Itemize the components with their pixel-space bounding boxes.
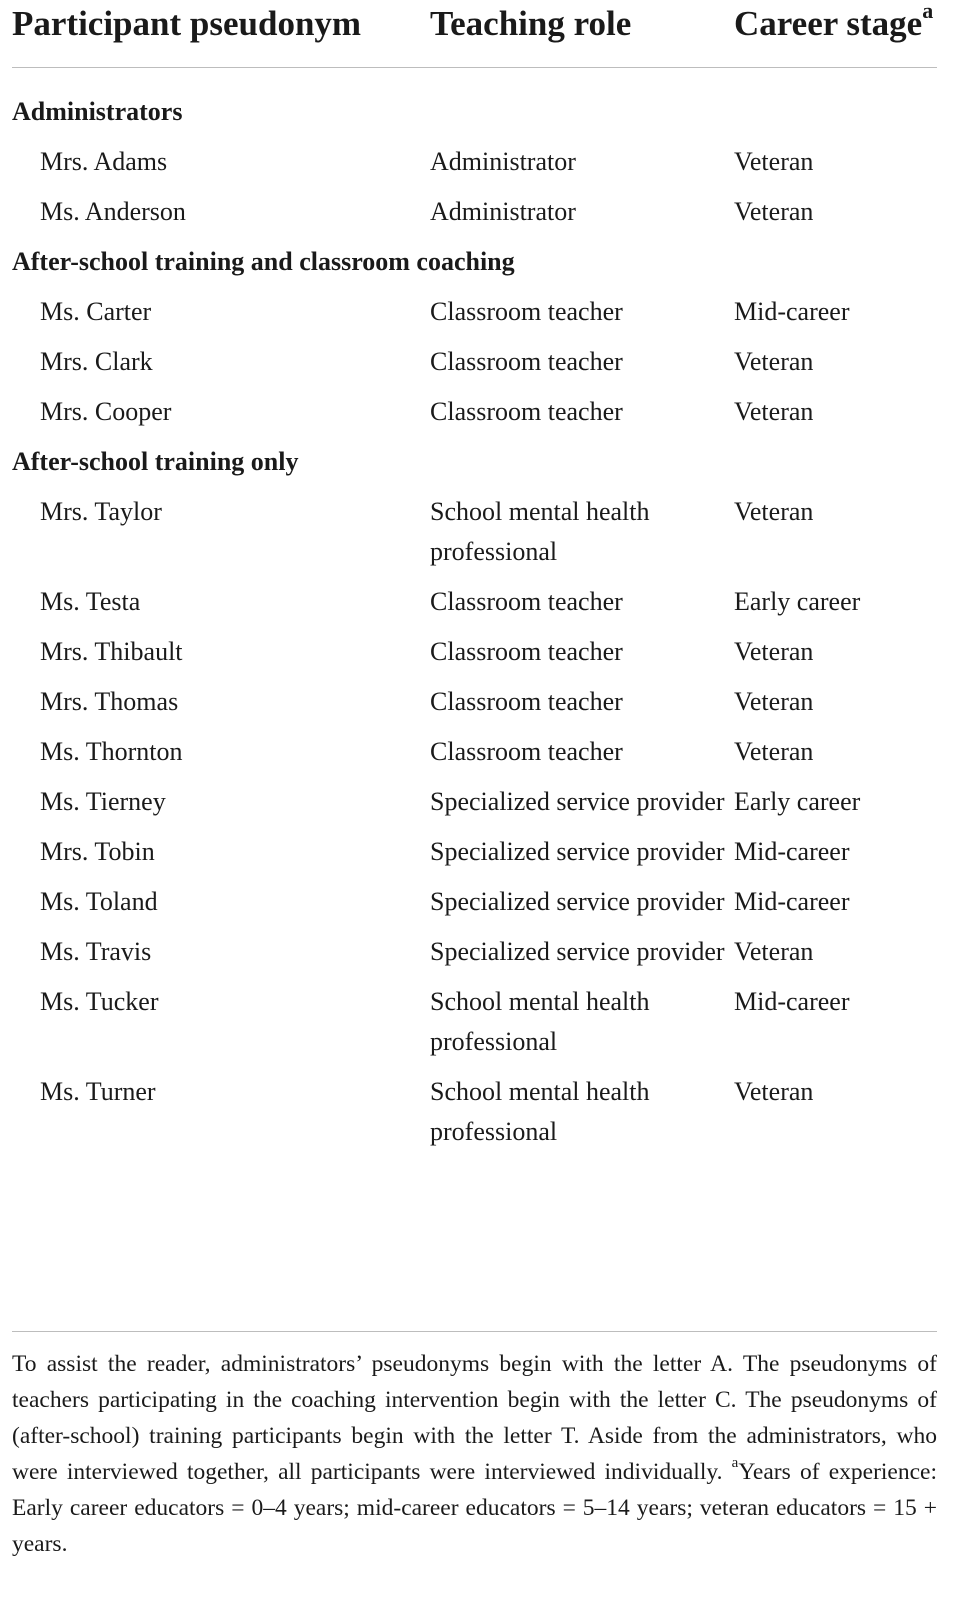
career-stage: Veteran: [734, 637, 814, 666]
participant-name: Mrs. Adams: [40, 147, 168, 176]
teaching-role: Specialized service provider: [430, 887, 725, 916]
table-row: [12, 927, 937, 977]
group-header-row: [12, 437, 937, 487]
teaching-role: Classroom teacher: [430, 587, 623, 616]
career-stage: Veteran: [734, 1077, 814, 1106]
table-header-row: [12, 0, 937, 68]
participant-name: Mrs. Thomas: [40, 687, 179, 716]
career-stage: Veteran: [734, 147, 814, 176]
teaching-role: School mental health professional: [430, 987, 650, 1056]
table-row: [12, 187, 937, 237]
table-row: [12, 1067, 937, 1172]
header-career-stage-label: Career stage: [734, 4, 923, 43]
header-teaching-role: Teaching role: [430, 0, 734, 68]
teaching-role: Administrator: [430, 147, 576, 176]
teaching-role: School mental health professional: [430, 497, 650, 566]
header-career-stage: [734, 0, 937, 68]
table-row: [12, 977, 937, 1067]
note-footnote-marker: a: [731, 1455, 739, 1472]
career-stage: Veteran: [734, 687, 814, 716]
participant-name: Mrs. Clark: [40, 347, 153, 376]
career-stage: Early career: [734, 587, 861, 616]
participant-name: Mrs. Taylor: [40, 497, 162, 526]
teaching-role: Classroom teacher: [430, 737, 623, 766]
table-row: [12, 487, 937, 577]
teaching-role: Classroom teacher: [430, 347, 623, 376]
participant-name: Ms. Turner: [40, 1077, 156, 1106]
teaching-role: School mental health professional: [430, 1077, 650, 1146]
participant-name: Ms. Thornton: [40, 737, 183, 766]
header-footnote-marker: a: [922, 0, 934, 24]
table-row: [12, 137, 937, 187]
header-participant-pseudonym: Participant pseudonym: [12, 0, 430, 68]
table-row: [12, 577, 937, 627]
participant-name: Ms. Tierney: [40, 787, 166, 816]
participant-name: Mrs. Cooper: [40, 397, 172, 426]
teaching-role: Classroom teacher: [430, 397, 623, 426]
table-row: [12, 827, 937, 877]
table-row: [12, 727, 937, 777]
teaching-role: Specialized service provider: [430, 787, 725, 816]
career-stage: Veteran: [734, 197, 814, 226]
note-footnote-text: Years of experience: Early career educators = 0–4 years; mid-career educators = 5–14 years; veteran educators = 15 + years.: [12, 1459, 937, 1557]
participant-name: Ms. Anderson: [40, 197, 186, 226]
career-stage: Veteran: [734, 497, 814, 526]
table-row: [12, 337, 937, 387]
teaching-role: Classroom teacher: [430, 297, 623, 326]
table-body: [12, 68, 937, 1173]
career-stage: Mid-career: [734, 837, 850, 866]
career-stage: Mid-career: [734, 987, 850, 1016]
participants-table: [12, 0, 937, 1172]
career-stage: Veteran: [734, 347, 814, 376]
career-stage: Mid-career: [734, 297, 850, 326]
participant-name: Ms. Travis: [40, 937, 152, 966]
group-header-row: [12, 237, 937, 287]
group-label: Administrators: [12, 97, 183, 126]
career-stage: Veteran: [734, 737, 814, 766]
teaching-role: Administrator: [430, 197, 576, 226]
table-row: [12, 287, 937, 337]
participant-name: Mrs. Thibault: [40, 637, 183, 666]
table-row: [12, 777, 937, 827]
career-stage: Veteran: [734, 397, 814, 426]
teaching-role: Classroom teacher: [430, 687, 623, 716]
participant-name: Ms. Toland: [40, 887, 158, 916]
table-row: [12, 627, 937, 677]
table-note: [12, 1331, 937, 1562]
teaching-role: Classroom teacher: [430, 637, 623, 666]
teaching-role: Specialized service provider: [430, 937, 725, 966]
group-label: After-school training and classroom coaching: [12, 247, 515, 276]
career-stage: Mid-career: [734, 887, 850, 916]
participant-name: Ms. Testa: [40, 587, 141, 616]
table-row: [12, 387, 937, 437]
note-text: To assist the reader, administrators’ pseudonyms begin with the letter A. The pseudonyms of teachers participating in the coaching intervention begin with the letter C. The pseudonyms of (after-school) training participants begin with the letter T. Aside from the administrators, who were interviewed together, all participants were interviewed individually.: [12, 1351, 937, 1485]
participant-name: Mrs. Tobin: [40, 837, 155, 866]
table-row: [12, 877, 937, 927]
group-header-row: [12, 68, 937, 138]
participant-name: Ms. Tucker: [40, 987, 159, 1016]
career-stage: Veteran: [734, 937, 814, 966]
participant-name: Ms. Carter: [40, 297, 152, 326]
group-label: After-school training only: [12, 447, 299, 476]
table-row: [12, 677, 937, 727]
career-stage: Early career: [734, 787, 861, 816]
teaching-role: Specialized service provider: [430, 837, 725, 866]
